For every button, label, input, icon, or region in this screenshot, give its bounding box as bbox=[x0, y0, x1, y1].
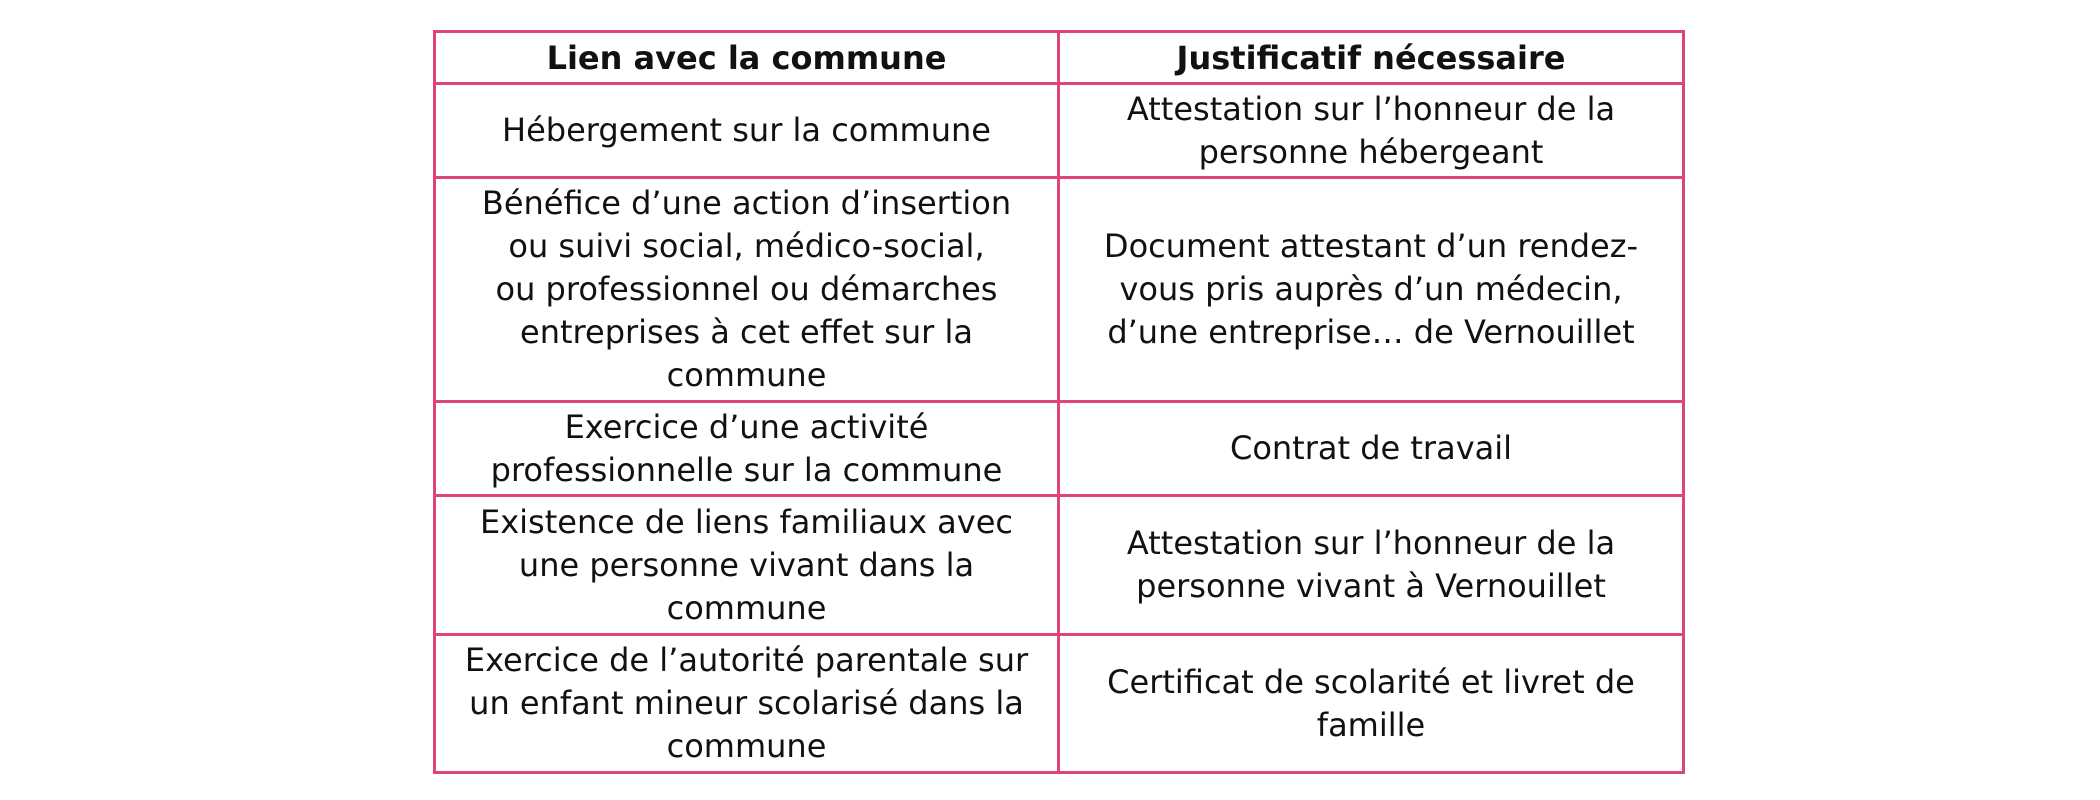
table-row bbox=[435, 402, 1684, 496]
lien-cell: Exercice de l’autorité parentale sur un enfant mineur scolarisé dans la commune bbox=[435, 635, 1059, 773]
table-header-row bbox=[435, 32, 1684, 84]
justificatif-cell: Attestation sur l’honneur de la personne vivant à Vernouillet bbox=[1059, 496, 1684, 635]
lien-cell: Hébergement sur la commune bbox=[435, 84, 1059, 178]
justificatif-cell: Contrat de travail bbox=[1059, 402, 1684, 496]
table-row bbox=[435, 635, 1684, 773]
table-row bbox=[435, 84, 1684, 178]
table-row bbox=[435, 496, 1684, 635]
justificatif-cell: Document attestant d’un rendez- vous pris auprès d’un médecin, d’une entreprise… de Vernouillet bbox=[1059, 178, 1684, 402]
table-row bbox=[435, 178, 1684, 402]
justificatif-cell: Attestation sur l’honneur de la personne hébergeant bbox=[1059, 84, 1684, 178]
header-justificatif-necessaire: Justificatif nécessaire bbox=[1059, 32, 1684, 84]
justificatif-cell: Certificat de scolarité et livret de famille bbox=[1059, 635, 1684, 773]
lien-cell: Bénéfice d’une action d’insertion ou suivi social, médico-social, ou professionnel ou démarches entreprises à cet effet sur la commune bbox=[435, 178, 1059, 402]
header-lien-avec-la-commune: Lien avec la commune bbox=[435, 32, 1059, 84]
lien-cell: Existence de liens familiaux avec une personne vivant dans la commune bbox=[435, 496, 1059, 635]
lien-cell: Exercice d’une activité professionnelle sur la commune bbox=[435, 402, 1059, 496]
justificatifs-table bbox=[433, 30, 1685, 774]
